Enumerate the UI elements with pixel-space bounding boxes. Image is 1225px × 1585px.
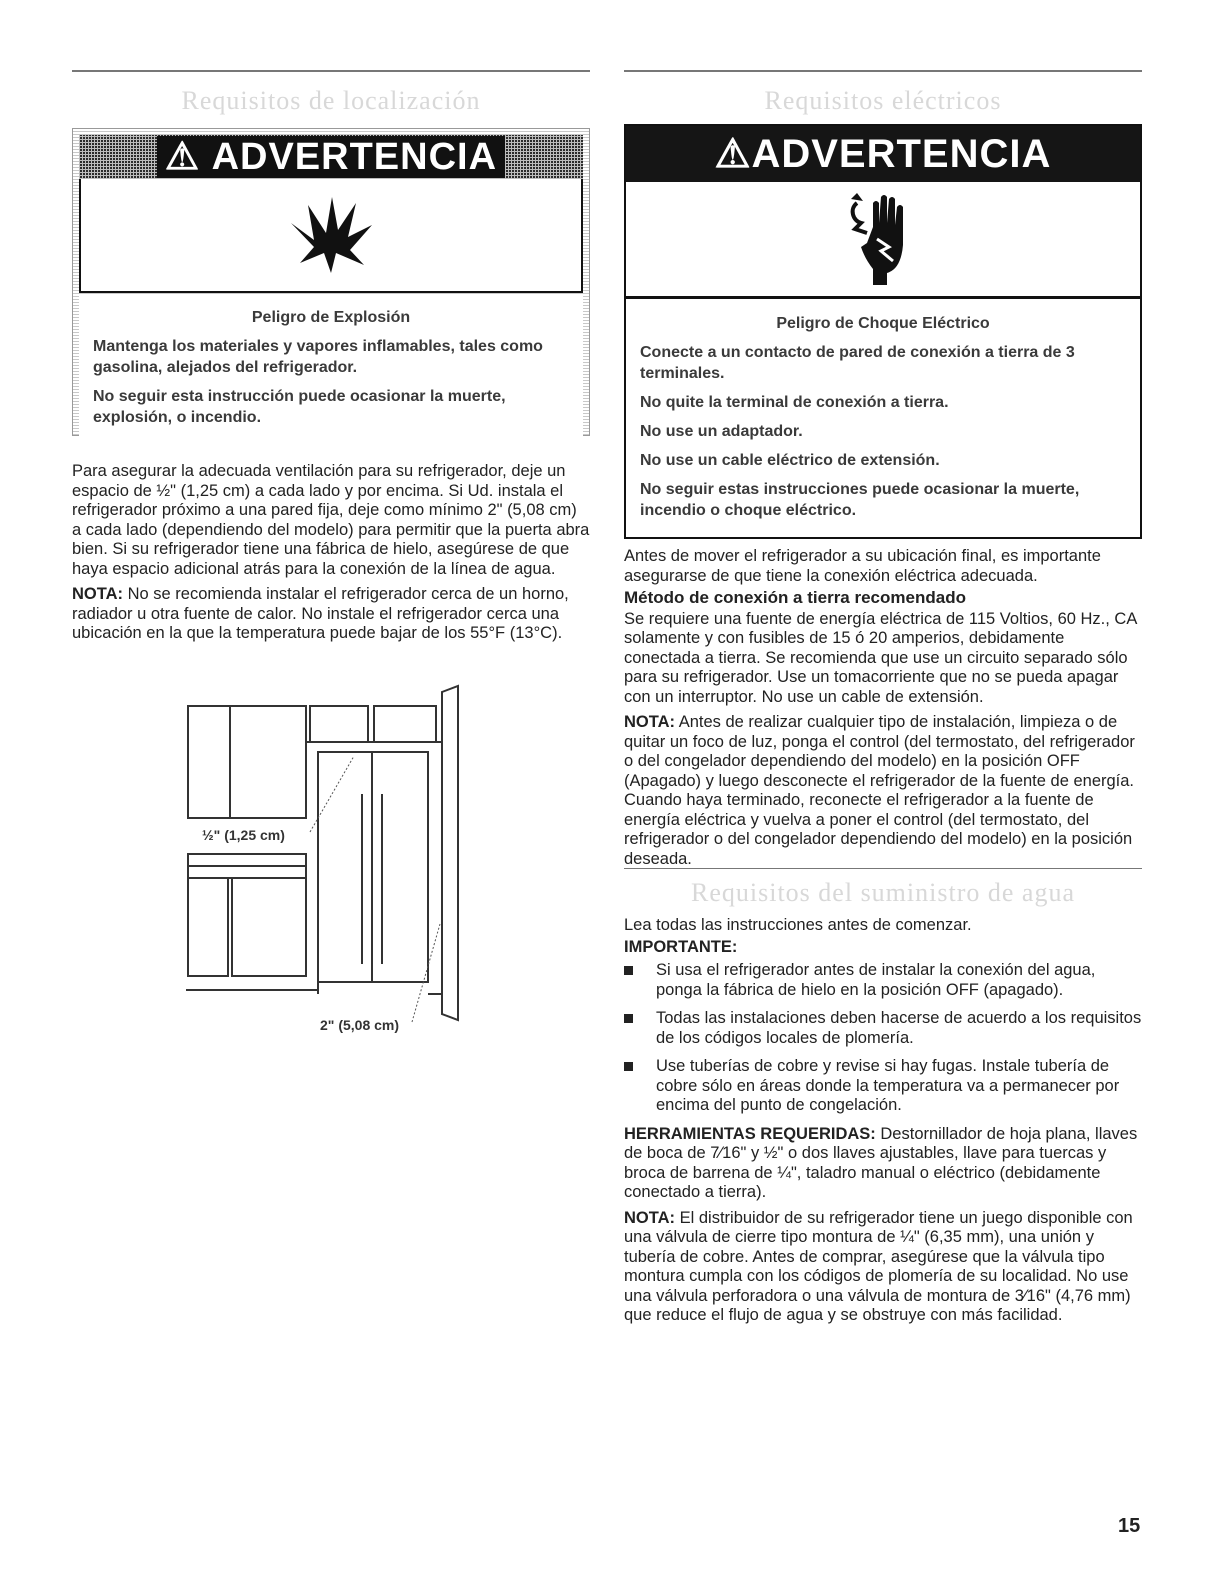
warning-line: No seguir estas instrucciones puede ocasionar la muerte, incendio o choque eléctrico. (640, 481, 1080, 519)
right-section-title: Requisitos eléctricos (764, 86, 1002, 115)
water-body-text (624, 916, 1142, 1332)
water-intro: Lea todas las instrucciones antes de comenzar. (624, 916, 972, 934)
important-label: IMPORTANTE: (624, 937, 738, 956)
water-section-rule (624, 868, 1142, 869)
warning-header (626, 126, 1140, 182)
note-text: El distribuidor de su refrigerador tiene un juego disponible con una válvula de cierre tipo montura de ¼" (6,35 mm), una unión y tubería de cobre. Antes de comprar, asegúrese que la válvula tipo montura cumpla con los códigos de plomería de su localidad. No use una válvula perforadora o una válvula de montura de 3⁄16" (4,76 mm) que reduce el flujo de agua y se obstruye con más facilidad. (624, 1208, 1133, 1324)
note-text: Antes de realizar cualquier tipo de instalación, limpieza o de quitar un foco de luz, ponga el control (del termostato, del refrigerador o del congelador dependiendo del modelo) en la posición OFF (Apagado) y luego desconecte el refrigerador de la fuente de energía. Cuando haya terminado, reconecte el refrigerador a la fuente de energía eléctrica y vuelva a poner el control (del termostato, del refrigerador o del congelador dependiendo del modelo) en la posición deseada. (624, 713, 1135, 868)
tools-paragraph (624, 1125, 1142, 1203)
grounding-subhead: Método de conexión a tierra recomendado (624, 588, 966, 607)
refrigerator-clearance-diagram (186, 684, 486, 1030)
electrical-warning-body (626, 299, 1140, 531)
explosion-warning-body (79, 295, 583, 443)
note-label: NOTA: (624, 1208, 676, 1227)
hazard-title: Peligro de Choque Eléctrico (776, 315, 990, 332)
left-section-title: Requisitos de localización (181, 86, 481, 115)
bullet-icon (624, 966, 633, 975)
bullet-icon (624, 1062, 633, 1071)
diagram-label-bottom: 2" (5,08 cm) (320, 1017, 400, 1033)
water-section-title: Requisitos del suministro de agua (691, 878, 1075, 907)
note-label: NOTA: (72, 585, 124, 603)
shock-icon-box (626, 182, 1140, 299)
water-requirements-list (624, 961, 1142, 1116)
warning-line: No seguir esta instrucción puede ocasionar la muerte, explosión, o incendio. (93, 388, 506, 426)
explosion-icon-box (79, 179, 583, 293)
water-note (624, 1209, 1142, 1326)
warning-line: No use un adaptador. (640, 423, 803, 440)
diagram-label-top: ½" (1,25 cm) (202, 827, 285, 843)
list-item: Use tuberías de cobre y revise si hay fugas. Instale tubería de cobre sólo en áreas donde la temperatura va a permanecer por encima del punto de congelación. (624, 1057, 1142, 1116)
bullet-icon (624, 1014, 633, 1023)
page-number: 15 (1118, 1515, 1141, 1537)
right-note (624, 713, 1142, 869)
list-item: Si usa el refrigerador antes de instalar la conexión del agua, ponga la fábrica de hielo en la posición OFF (apagado). (624, 961, 1142, 1000)
warning-line: No use un cable eléctrico de extensión. (640, 452, 940, 469)
tools-label: HERRAMIENTAS REQUERIDAS: (624, 1124, 876, 1143)
ventilation-paragraph: Para asegurar la adecuada ventilación para su refrigerador, deje un espacio de ½" (1,25 cm) a cada lado y por encima. Si Ud. instala el refrigerador próximo a una pared fija, deje como mínimo 2" (5,08 cm) a cada lado (dependiendo del modelo) para permitir que la puerta abra bien. Si su refrigerador tiene una fábrica de hielo, asegúrese de que haya espacio adicional atrás para la conexión de la línea de agua. (72, 462, 590, 578)
warning-header (79, 135, 583, 179)
warning-header-text: ⚠ADVERTENCIA (714, 132, 1052, 176)
warning-line: Conecte a un contacto de pared de conexión a tierra de 3 terminales. (640, 344, 1075, 382)
explosion-warning-box (72, 128, 590, 436)
electrical-warning-box (624, 124, 1142, 539)
electrical-intro: Antes de mover el refrigerador a su ubicación final, es importante asegurarse de que tiene la conexión eléctrica adecuada. (624, 547, 1101, 585)
warning-line: No quite la terminal de conexión a tierra. (640, 394, 949, 411)
list-item: Todas las instalaciones deben hacerse de acuerdo a los requisitos de los códigos locales de plomería. (624, 1009, 1142, 1048)
grounding-paragraph: Se requiere una fuente de energía eléctrica de 115 Voltios, 60 Hz., CA solamente y con fusibles de 15 ó 20 amperios, debidamente conectada a tierra. Se recomienda que use un circuito separado sólo para su refrigerador. Use un tomacorriente que no se pueda apagar con un interruptor. No use un cable de extensión. (624, 609, 1137, 706)
warning-line: Mantenga los materiales y vapores inflamables, tales como gasolina, alejados del refrigerador. (93, 338, 543, 376)
explosion-icon (286, 195, 376, 275)
right-body-text (624, 547, 1142, 875)
left-note (72, 585, 590, 644)
left-body-text (72, 462, 590, 650)
hazard-title: Peligro de Explosión (251, 309, 411, 326)
right-top-rule (624, 70, 1142, 72)
electric-shock-hand-icon (843, 189, 923, 289)
warning-header-text: ⚠ ADVERTENCIA (157, 136, 505, 178)
left-top-rule (72, 70, 590, 72)
note-text: No se recomienda instalar el refrigerador cerca de un horno, radiador u otra fuente de calor. No instale el refrigerador cerca una ubicación en la que la temperatura puede bajar de los 55°F (13°C). (72, 585, 569, 642)
tools-text: Destornillador de hoja plana, llaves de boca de 7⁄16" y ½" o dos llaves ajustables, llave para tuercas y broca de barrena de ¼", taladro manual o eléctrico (debidamente conectado a tierra). (624, 1124, 1138, 1201)
note-label: NOTA: (624, 713, 676, 731)
